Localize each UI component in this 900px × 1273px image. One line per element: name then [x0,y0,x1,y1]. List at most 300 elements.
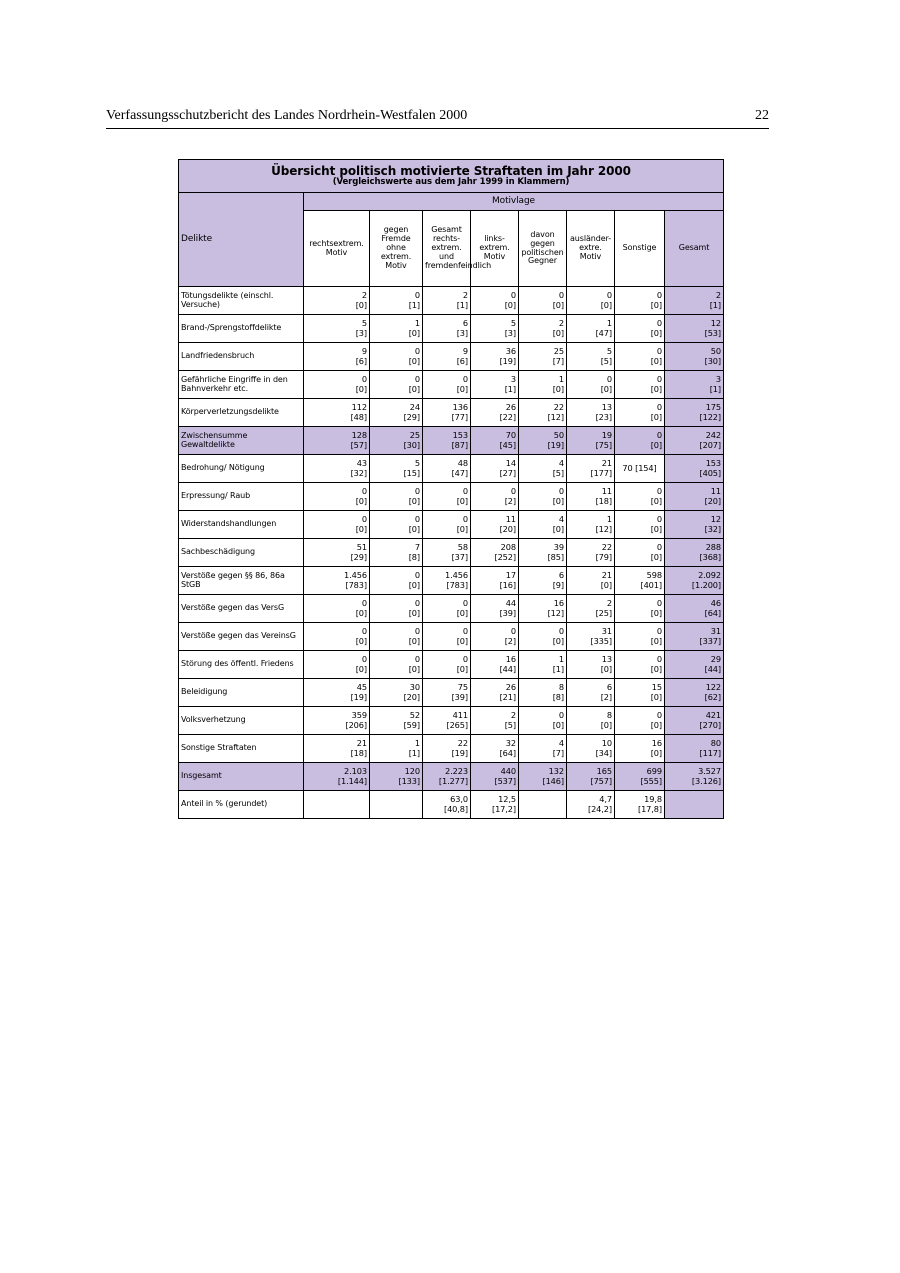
table-row [179,483,724,511]
table-cell [471,455,519,483]
table-cell [665,511,724,539]
cell-value: 1.456 [445,570,468,581]
cell-value: 128 [351,430,367,441]
cell-prev-value: [20] [704,495,722,506]
cell-value: 2 [558,318,564,329]
table-cell [615,763,665,791]
cell-prev-value: [757] [590,775,612,786]
table-cell [370,315,423,343]
cell-value: 6 [606,682,612,693]
row-label: Erpressung/ Raub [179,483,304,511]
table-cell [567,707,615,735]
table-cell [423,539,471,567]
cell-value: 2 [606,598,612,609]
table-cell [423,343,471,371]
table-cell [567,567,615,595]
table-cell [519,623,567,651]
cell-value: 8 [606,710,612,721]
table-cell [615,371,665,399]
cell-value: 31 [601,626,612,637]
cell-prev-value: [133] [398,775,420,786]
cell-value: 1 [606,318,612,329]
cell-prev-value: [1.277] [438,775,468,786]
table-cell [471,707,519,735]
cell-value: 22 [457,738,468,749]
row-label: Anteil in % (gerundet) [179,791,304,819]
cell-prev-value: [0] [600,299,612,310]
cell-prev-value: [337] [699,635,722,646]
cell-value: 4,7 [599,794,612,805]
cell-prev-value: [0] [650,439,662,450]
table-cell [519,567,567,595]
table-cell [567,483,615,511]
cell-value: 288 [705,542,722,553]
table-cell [665,371,724,399]
table-cell [423,455,471,483]
cell-prev-value: [6] [456,355,468,366]
cell-value: 14 [505,458,516,469]
cell-value: 19 [601,430,612,441]
table-cell [370,511,423,539]
column-header-1: rechtsextrem. Motiv [304,211,370,287]
cell-prev-value: [0] [408,635,420,646]
cell-prev-value: [59] [403,719,420,730]
cell-value: 421 [705,710,722,721]
cell-prev-value: [0] [650,523,662,534]
cell-prev-value: [0] [600,663,612,674]
cell-value: 598 [646,570,662,581]
table-row [179,791,724,819]
cell-prev-value: [5] [552,467,564,478]
cell-prev-value: [0] [456,495,468,506]
cell-value: 0 [414,486,420,497]
cell-prev-value: [19] [350,691,367,702]
table-cell [370,623,423,651]
cell-prev-value: [0] [408,495,420,506]
cell-value: 0 [361,374,367,385]
cell-prev-value: [32] [704,523,722,534]
cell-prev-value: [0] [408,607,420,618]
table-cell [304,651,370,679]
cell-prev-value: [23] [595,411,612,422]
table-cell [423,287,471,315]
cell-value: 0 [558,486,564,497]
table-cell [471,735,519,763]
table-cell [471,651,519,679]
cell-prev-value: [0] [552,299,564,310]
table-row [179,679,724,707]
table-cell [665,595,724,623]
cell-value: 165 [596,766,612,777]
cell-value: 29 [710,654,722,665]
cell-value: 50 [553,430,564,441]
table-cell [471,791,519,819]
table-cell [665,651,724,679]
cell-prev-value: [1] [456,299,468,310]
cell-value: 0 [361,598,367,609]
cell-prev-value: [0] [355,299,367,310]
table-cell [370,483,423,511]
cell-prev-value: [0] [650,607,662,618]
cell-value: 0 [656,318,662,329]
cell-prev-value: [25] [595,607,612,618]
table-cell [304,427,370,455]
table-cell [615,623,665,651]
cell-value: 0 [656,402,662,413]
table-cell [567,623,615,651]
cell-value: 70 [505,430,516,441]
cell-value: 122 [705,682,722,693]
table-cell [615,791,665,819]
cell-prev-value: [2] [504,635,516,646]
cell-value: 153 [452,430,468,441]
table-cell [370,567,423,595]
cell-prev-value: [27] [499,467,516,478]
cell-prev-value: [555] [640,775,662,786]
cell-prev-value: [48] [350,411,367,422]
column-header-7: Sonstige [615,211,665,287]
row-label: Sonstige Straftaten [179,735,304,763]
cell-value: 6 [462,318,468,329]
row-label: Widerstandshandlungen [179,511,304,539]
cell-value: 0 [656,598,662,609]
cell-prev-value: [0] [650,495,662,506]
cell-prev-value: [0] [408,663,420,674]
cell-prev-value: [206] [345,719,367,730]
cell-prev-value: [29] [350,551,367,562]
cell-prev-value: [0] [408,383,420,394]
row-label: Störung des öffentl. Friedens [179,651,304,679]
table-cell [519,707,567,735]
cell-value: 0 [462,514,468,525]
cell-prev-value: [19] [547,439,564,450]
cell-prev-value: [146] [542,775,564,786]
table-cell [304,707,370,735]
cell-prev-value: [265] [446,719,468,730]
cell-prev-value: [2] [504,495,516,506]
cell-prev-value: [177] [590,467,612,478]
cell-prev-value: [47] [595,327,612,338]
cell-value: 0 [414,374,420,385]
cell-prev-value: [85] [547,551,564,562]
table-cell [370,735,423,763]
cell-prev-value: [1] [504,383,516,394]
cell-value: 0 [462,598,468,609]
cell-value: 1 [606,514,612,525]
table-cell [471,679,519,707]
cell-prev-value: [0] [355,495,367,506]
row-label: Körperverletzungsdelikte [179,399,304,427]
cell-value: 0 [558,626,564,637]
cell-value: 75 [457,682,468,693]
cell-value: 7 [414,542,420,553]
cell-prev-value: [18] [350,747,367,758]
table-row [179,287,724,315]
cell-prev-value: [21] [499,691,516,702]
cell-value: 11 [601,486,612,497]
cell-value: 45 [356,682,367,693]
table-cell [370,539,423,567]
row-label: Gefährliche Eingriffe in den Bahnverkehr etc. [179,371,304,399]
table-cell [304,343,370,371]
cell-value: 13 [601,654,612,665]
cell-prev-value: [0] [600,719,612,730]
table-row [179,511,724,539]
cell-value: 0 [414,514,420,525]
cell-prev-value: [62] [704,691,722,702]
table-cell [370,791,423,819]
cell-value: 0 [361,654,367,665]
table-cell [615,679,665,707]
cell-prev-value: [0] [408,355,420,366]
cell-prev-value: [0] [600,383,612,394]
table-cell [567,427,615,455]
cell-value: 0 [558,290,564,301]
table-cell [471,483,519,511]
cell-value: 15 [651,682,662,693]
page-header [106,108,769,129]
cell-prev-value: [40,8] [443,803,468,814]
table-cell [370,679,423,707]
table-cell [423,371,471,399]
table-cell [471,567,519,595]
table-cell [567,399,615,427]
cell-value: 2 [361,290,367,301]
cell-value: 51 [356,542,367,553]
column-header-6: ausländer-extre. Motiv [567,211,615,287]
table-cell [423,791,471,819]
table-cell [423,567,471,595]
table-cell [304,315,370,343]
table-cell [519,455,567,483]
cell-prev-value: [47] [451,467,468,478]
cell-value: 175 [705,402,722,413]
cell-prev-value: [3] [355,327,367,338]
cell-prev-value: [53] [704,327,722,338]
cell-prev-value: [0] [456,663,468,674]
table-cell [567,343,615,371]
table-cell [519,343,567,371]
table-cell [370,287,423,315]
cell-prev-value: [87] [451,439,468,450]
cell-prev-value: [6] [355,355,367,366]
cell-prev-value: [0] [355,663,367,674]
cell-value: 24 [409,402,420,413]
table-cell [567,679,615,707]
table-cell [423,651,471,679]
cell-prev-value: [0] [355,523,367,534]
cell-prev-value: [2] [600,691,612,702]
cell-value: 43 [356,458,367,469]
cell-value: 25 [409,430,420,441]
cell-prev-value: [1.200] [691,579,722,590]
cell-prev-value: [0] [650,299,662,310]
cell-prev-value: [75] [595,439,612,450]
table-row [179,567,724,595]
column-header-8: Gesamt [665,211,724,287]
table-cell [615,343,665,371]
column-header-3: Gesamt rechts-extrem. und fremdenfeindlich [423,211,471,287]
table-cell [304,287,370,315]
cell-value: 0 [414,598,420,609]
cell-prev-value: [12] [547,607,564,618]
cell-value: 1 [414,318,420,329]
table-cell [519,679,567,707]
table-cell [471,511,519,539]
column-header-4: links-extrem. Motiv [471,211,519,287]
table-cell [567,315,615,343]
table-cell [423,595,471,623]
cell-prev-value: [37] [451,551,468,562]
table-cell [615,511,665,539]
table-cell [471,343,519,371]
cell-prev-value: [0] [552,383,564,394]
cell-prev-value: [0] [650,691,662,702]
cell-prev-value: [77] [451,411,468,422]
cell-value: 4 [558,458,564,469]
table-row [179,399,724,427]
cell-prev-value: [0] [355,607,367,618]
table-cell [615,707,665,735]
cell-value: 411 [452,710,468,721]
table-cell [519,371,567,399]
table-cell [519,791,567,819]
cell-value: 0 [414,290,420,301]
cell-value: 2.103 [344,766,367,777]
cell-value: 0 [462,654,468,665]
cell-value: 17 [505,570,516,581]
cell-prev-value: [44] [704,663,722,674]
cell-value: 440 [500,766,516,777]
cell-prev-value: [19] [499,355,516,366]
table-cell [370,763,423,791]
table-row [179,371,724,399]
cell-prev-value: [8] [552,691,564,702]
table-cell [665,287,724,315]
table-cell [567,651,615,679]
cell-prev-value: [0] [552,327,564,338]
cell-prev-value: [0] [650,551,662,562]
cell-prev-value: [1] [552,663,564,674]
table-cell [519,595,567,623]
table-title: Übersicht politisch motivierte Straftaten im Jahr 2000 [271,163,631,178]
table-cell [615,595,665,623]
table-row [179,315,724,343]
cell-value: 39 [553,542,564,553]
cell-value: 1 [558,374,564,385]
table-cell [567,287,615,315]
cell-value: 2.092 [698,570,722,581]
cell-value: 0 [656,626,662,637]
cell-value: 9 [361,346,367,357]
cell-value: 0 [656,290,662,301]
row-label: Beleidigung [179,679,304,707]
cell-value: 1.456 [344,570,367,581]
cell-value: 58 [457,542,468,553]
table-row [179,623,724,651]
cell-value: 0 [414,346,420,357]
cell-value: 0 [606,374,612,385]
row-label: Verstöße gegen das VereinsG [179,623,304,651]
table-cell [665,791,724,819]
table-row [179,651,724,679]
table-cell [519,399,567,427]
cell-prev-value: [0] [456,607,468,618]
cell-value: 11 [505,514,516,525]
cell-value: 5 [510,318,516,329]
table-cell [615,315,665,343]
table-row [179,735,724,763]
cell-prev-value: [44] [499,663,516,674]
cell-prev-value: [16] [499,579,516,590]
cell-prev-value: [401] [640,579,662,590]
table-cell [519,763,567,791]
table-cell [471,623,519,651]
table-cell [665,707,724,735]
cell-prev-value: [5] [600,355,612,366]
cell-value: 52 [409,710,420,721]
table-cell [304,763,370,791]
cell-prev-value: [783] [345,579,367,590]
cell-value: 48 [457,458,468,469]
cell-value: 13 [601,402,612,413]
cell-prev-value: [122] [699,411,722,422]
cell-prev-value: [0] [650,663,662,674]
cell-prev-value: [0] [552,635,564,646]
cell-value: 0 [656,346,662,357]
table-cell [423,511,471,539]
cell-prev-value: [1] [709,383,722,394]
cell-value: 0 [656,430,662,441]
cell-value: 16 [553,598,564,609]
cell-value: 26 [505,682,516,693]
cell-prev-value: [0] [552,523,564,534]
cell-prev-value: [8] [408,551,420,562]
cell-value: 242 [705,430,722,441]
table-cell [567,735,615,763]
table-cell [665,427,724,455]
cell-value: 0 [510,290,516,301]
cell-prev-value: [0] [504,299,516,310]
table-cell [519,315,567,343]
cell-value: 0 [510,626,516,637]
table-cell [615,399,665,427]
table-cell [567,511,615,539]
cell-value: 5 [361,318,367,329]
cell-value: 0 [414,654,420,665]
cell-value: 359 [351,710,367,721]
cell-value: 30 [409,682,420,693]
table-cell [665,539,724,567]
cell-prev-value: [0] [650,411,662,422]
cell-value: 0 [361,626,367,637]
table-cell [304,623,370,651]
cell-prev-value: [15] [403,467,420,478]
table-cell [615,735,665,763]
row-label: Volksverhetzung [179,707,304,735]
cell-prev-value: [39] [451,691,468,702]
table-cell [665,315,724,343]
cell-prev-value: [30] [403,439,420,450]
table-cell [471,315,519,343]
table-cell [519,511,567,539]
cell-prev-value: [3] [456,327,468,338]
cell-prev-value: [0] [355,383,367,394]
cell-prev-value: [0] [650,355,662,366]
table-cell [423,427,471,455]
cell-prev-value: [32] [350,467,367,478]
cell-value: 46 [710,598,722,609]
